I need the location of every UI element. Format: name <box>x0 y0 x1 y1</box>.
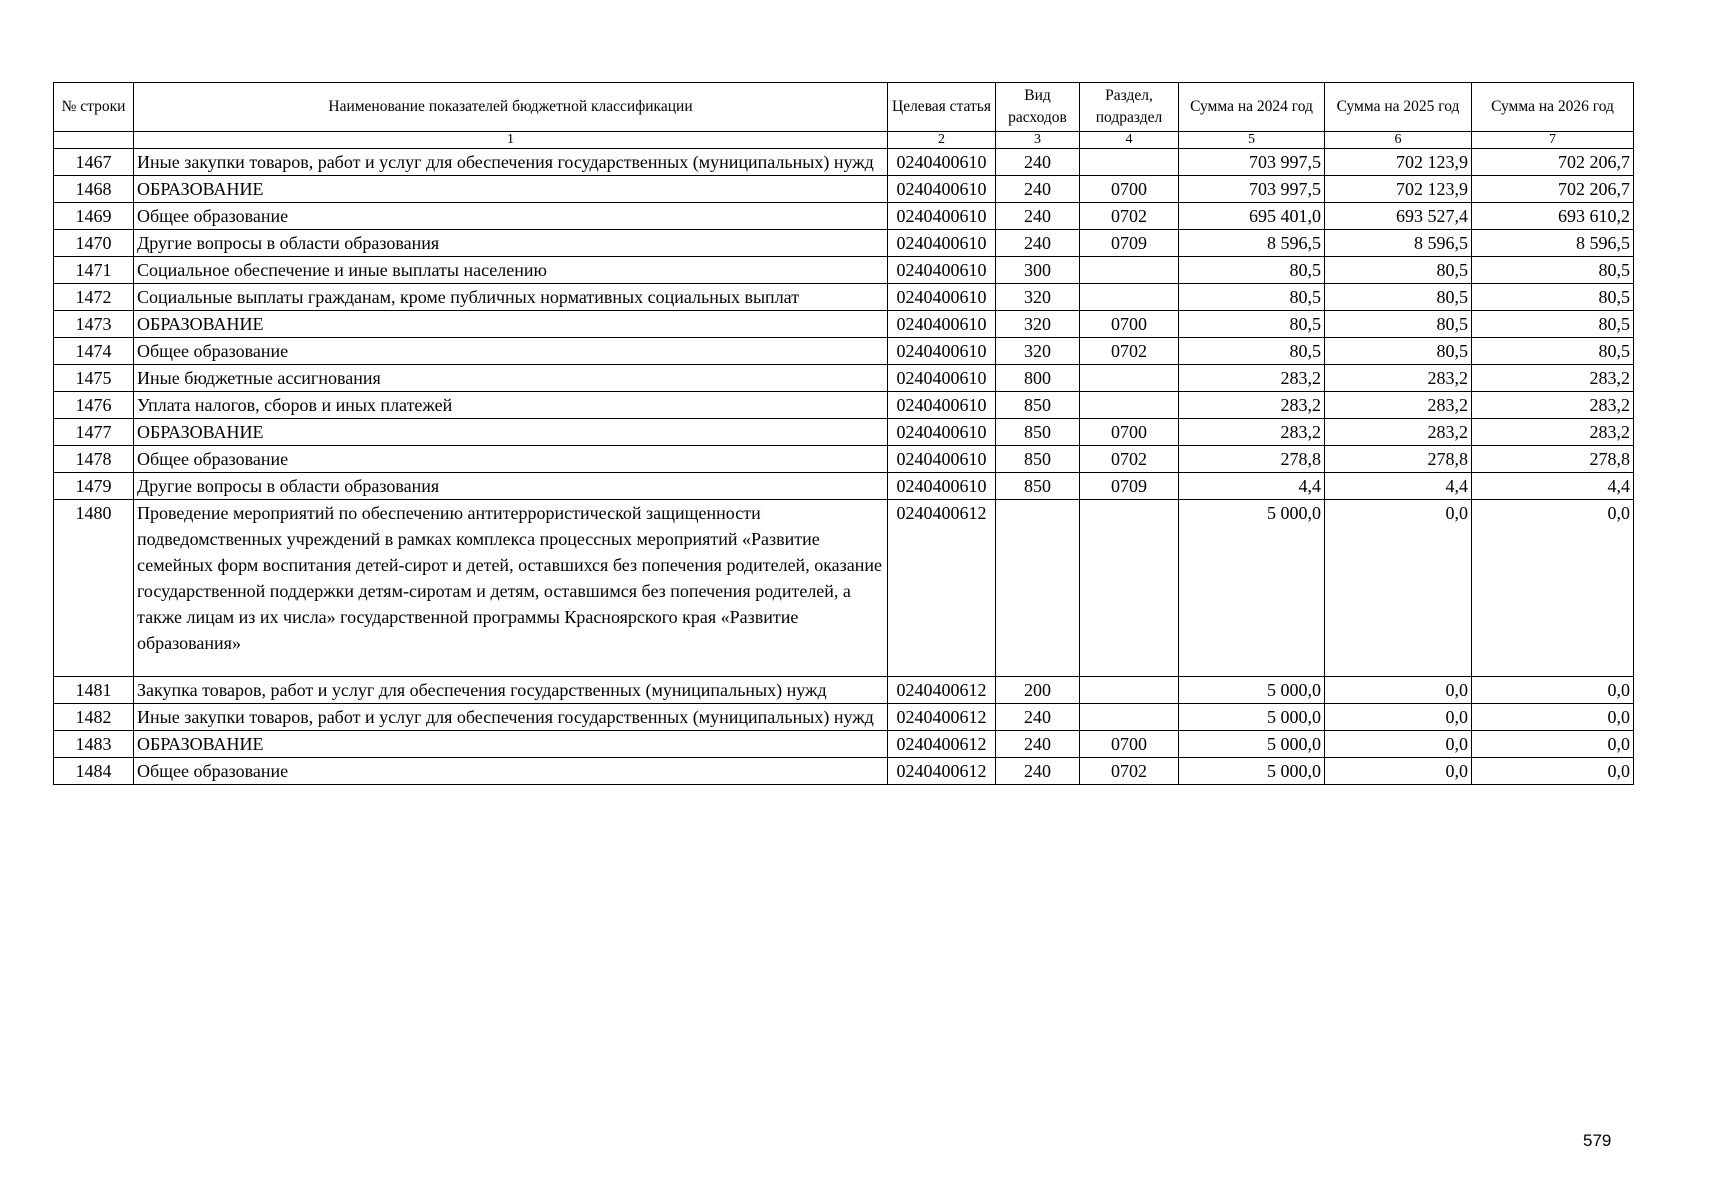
indicator-name-cell: Иные закупки товаров, работ и услуг для обеспечения государственных (муниципальных) нужд <box>134 149 888 176</box>
row-number-cell: 1481 <box>54 677 134 704</box>
section-cell <box>1080 704 1179 731</box>
column-number: 6 <box>1325 132 1472 149</box>
sum-2025-cell: 80,5 <box>1325 257 1472 284</box>
sum-2025-cell: 4,4 <box>1325 473 1472 500</box>
sum-2026-cell: 283,2 <box>1472 392 1634 419</box>
sum-2024-cell: 283,2 <box>1179 419 1325 446</box>
row-number-cell: 1478 <box>54 446 134 473</box>
sum-2025-cell: 702 123,9 <box>1325 149 1472 176</box>
table-row <box>54 230 1634 257</box>
indicator-name-cell: Другие вопросы в области образования <box>134 230 888 257</box>
header-expense-type: Вид расходов <box>996 83 1080 132</box>
section-cell: 0709 <box>1080 230 1179 257</box>
sum-2025-cell: 0,0 <box>1325 677 1472 704</box>
expense-type-cell: 240 <box>996 731 1080 758</box>
sum-2024-cell: 80,5 <box>1179 257 1325 284</box>
section-cell: 0702 <box>1080 758 1179 785</box>
sum-2024-cell: 703 997,5 <box>1179 176 1325 203</box>
indicator-name-cell: ОБРАЗОВАНИЕ <box>134 176 888 203</box>
table-row <box>54 704 1634 731</box>
sum-2024-cell: 283,2 <box>1179 365 1325 392</box>
column-number: 2 <box>888 132 996 149</box>
table-row <box>54 257 1634 284</box>
table-body <box>54 149 1634 785</box>
sum-2024-cell: 80,5 <box>1179 338 1325 365</box>
table-row <box>54 758 1634 785</box>
sum-2024-cell: 703 997,5 <box>1179 149 1325 176</box>
budget-table <box>53 82 1634 785</box>
target-article-cell: 0240400610 <box>888 338 996 365</box>
expense-type-cell: 240 <box>996 704 1080 731</box>
sum-2025-cell: 283,2 <box>1325 392 1472 419</box>
sum-2025-cell: 693 527,4 <box>1325 203 1472 230</box>
table-row <box>54 176 1634 203</box>
target-article-cell: 0240400612 <box>888 704 996 731</box>
sum-2026-cell: 693 610,2 <box>1472 203 1634 230</box>
section-cell: 0702 <box>1080 203 1179 230</box>
table-row <box>54 392 1634 419</box>
indicator-name-cell: Общее образование <box>134 338 888 365</box>
table-row <box>54 500 1634 677</box>
indicator-name-cell: ОБРАЗОВАНИЕ <box>134 419 888 446</box>
section-cell: 0702 <box>1080 338 1179 365</box>
header-target-article: Целевая статья <box>888 83 996 132</box>
sum-2025-cell: 283,2 <box>1325 365 1472 392</box>
section-cell: 0709 <box>1080 473 1179 500</box>
expense-type-cell: 320 <box>996 338 1080 365</box>
indicator-name-cell: Иные закупки товаров, работ и услуг для обеспечения государственных (муниципальных) нужд <box>134 704 888 731</box>
indicator-name-cell: Общее образование <box>134 446 888 473</box>
sum-2026-cell: 702 206,7 <box>1472 176 1634 203</box>
sum-2025-cell: 0,0 <box>1325 731 1472 758</box>
row-number-cell: 1467 <box>54 149 134 176</box>
expense-type-cell: 850 <box>996 446 1080 473</box>
expense-type-cell: 320 <box>996 311 1080 338</box>
section-cell <box>1080 677 1179 704</box>
sum-2024-cell: 4,4 <box>1179 473 1325 500</box>
expense-type-cell: 240 <box>996 758 1080 785</box>
indicator-name-cell: ОБРАЗОВАНИЕ <box>134 311 888 338</box>
indicator-name-cell: Иные бюджетные ассигнования <box>134 365 888 392</box>
expense-type-cell <box>996 500 1080 677</box>
table-row <box>54 338 1634 365</box>
expense-type-cell: 240 <box>996 149 1080 176</box>
expense-type-cell: 240 <box>996 203 1080 230</box>
table-row <box>54 419 1634 446</box>
header-sum-2026: Сумма на 2026 год <box>1472 83 1634 132</box>
sum-2024-cell: 695 401,0 <box>1179 203 1325 230</box>
sum-2026-cell: 80,5 <box>1472 338 1634 365</box>
column-number: 4 <box>1080 132 1179 149</box>
sum-2024-cell: 5 000,0 <box>1179 758 1325 785</box>
section-cell <box>1080 392 1179 419</box>
column-number: 7 <box>1472 132 1634 149</box>
sum-2026-cell: 0,0 <box>1472 500 1634 677</box>
indicator-name-cell: Проведение мероприятий по обеспечению антитеррористической защищенности подведомственных учреждений в рамках комплекса процессных мероприятий «Развитие семейных форм воспитания детей-сирот и детей, оставшихся без попечения родителей, оказание государственной поддержки детям-сиротам и детям, оставшимся без попечения родителей, а также лицам из их числа» государственной программы Красноярского края «Развитие образования» <box>134 500 888 677</box>
header-row-no: № строки <box>54 83 134 132</box>
sum-2024-cell: 5 000,0 <box>1179 500 1325 677</box>
column-number: 3 <box>996 132 1080 149</box>
page-number: 579 <box>1583 1131 1612 1150</box>
target-article-cell: 0240400612 <box>888 500 996 677</box>
table-row <box>54 149 1634 176</box>
section-cell <box>1080 284 1179 311</box>
table-row <box>54 446 1634 473</box>
row-number-cell: 1472 <box>54 284 134 311</box>
expense-type-cell: 300 <box>996 257 1080 284</box>
expense-type-cell: 850 <box>996 473 1080 500</box>
row-number-cell: 1480 <box>54 500 134 677</box>
indicator-name-cell: Социальные выплаты гражданам, кроме публичных нормативных социальных выплат <box>134 284 888 311</box>
indicator-name-cell: Социальное обеспечение и иные выплаты населению <box>134 257 888 284</box>
table-row <box>54 473 1634 500</box>
target-article-cell: 0240400610 <box>888 392 996 419</box>
sum-2025-cell: 80,5 <box>1325 338 1472 365</box>
target-article-cell: 0240400612 <box>888 731 996 758</box>
expense-type-cell: 850 <box>996 392 1080 419</box>
sum-2026-cell: 0,0 <box>1472 704 1634 731</box>
section-cell: 0700 <box>1080 731 1179 758</box>
row-number-cell: 1475 <box>54 365 134 392</box>
row-number-cell: 1483 <box>54 731 134 758</box>
sum-2025-cell: 278,8 <box>1325 446 1472 473</box>
indicator-name-cell: Общее образование <box>134 758 888 785</box>
section-cell <box>1080 257 1179 284</box>
header-section: Раздел, подраздел <box>1080 83 1179 132</box>
sum-2024-cell: 5 000,0 <box>1179 731 1325 758</box>
target-article-cell: 0240400610 <box>888 365 996 392</box>
table-row <box>54 203 1634 230</box>
row-number-cell: 1474 <box>54 338 134 365</box>
sum-2025-cell: 0,0 <box>1325 758 1472 785</box>
indicator-name-cell: ОБРАЗОВАНИЕ <box>134 731 888 758</box>
row-number-cell: 1476 <box>54 392 134 419</box>
header-name: Наименование показателей бюджетной классификации <box>134 83 888 132</box>
section-cell <box>1080 365 1179 392</box>
column-number: 1 <box>134 132 888 149</box>
table-row <box>54 311 1634 338</box>
row-number-cell: 1471 <box>54 257 134 284</box>
target-article-cell: 0240400610 <box>888 149 996 176</box>
table-row <box>54 731 1634 758</box>
sum-2026-cell: 278,8 <box>1472 446 1634 473</box>
indicator-name-cell: Другие вопросы в области образования <box>134 473 888 500</box>
row-number-cell: 1479 <box>54 473 134 500</box>
target-article-cell: 0240400610 <box>888 311 996 338</box>
row-number-cell: 1477 <box>54 419 134 446</box>
header-row <box>54 83 1634 132</box>
sum-2025-cell: 8 596,5 <box>1325 230 1472 257</box>
target-article-cell: 0240400610 <box>888 257 996 284</box>
row-number-cell: 1470 <box>54 230 134 257</box>
indicator-name-cell: Закупка товаров, работ и услуг для обеспечения государственных (муниципальных) нужд <box>134 677 888 704</box>
sum-2026-cell: 80,5 <box>1472 311 1634 338</box>
sum-2024-cell: 8 596,5 <box>1179 230 1325 257</box>
expense-type-cell: 240 <box>996 176 1080 203</box>
table-row <box>54 365 1634 392</box>
row-number-cell: 1473 <box>54 311 134 338</box>
indicator-name-cell: Общее образование <box>134 203 888 230</box>
sum-2026-cell: 702 206,7 <box>1472 149 1634 176</box>
row-number-cell: 1469 <box>54 203 134 230</box>
sum-2026-cell: 283,2 <box>1472 365 1634 392</box>
header-sum-2025: Сумма на 2025 год <box>1325 83 1472 132</box>
sum-2025-cell: 80,5 <box>1325 311 1472 338</box>
indicator-name-cell: Уплата налогов, сборов и иных платежей <box>134 392 888 419</box>
expense-type-cell: 240 <box>996 230 1080 257</box>
sum-2024-cell: 5 000,0 <box>1179 677 1325 704</box>
row-number-cell: 1482 <box>54 704 134 731</box>
sum-2024-cell: 283,2 <box>1179 392 1325 419</box>
target-article-cell: 0240400610 <box>888 176 996 203</box>
target-article-cell: 0240400610 <box>888 446 996 473</box>
section-cell: 0700 <box>1080 176 1179 203</box>
expense-type-cell: 320 <box>996 284 1080 311</box>
sum-2026-cell: 80,5 <box>1472 257 1634 284</box>
sum-2025-cell: 283,2 <box>1325 419 1472 446</box>
sum-2025-cell: 0,0 <box>1325 704 1472 731</box>
sum-2026-cell: 80,5 <box>1472 284 1634 311</box>
section-cell: 0700 <box>1080 419 1179 446</box>
target-article-cell: 0240400610 <box>888 284 996 311</box>
section-cell: 0700 <box>1080 311 1179 338</box>
target-article-cell: 0240400610 <box>888 419 996 446</box>
section-cell: 0702 <box>1080 446 1179 473</box>
target-article-cell: 0240400610 <box>888 230 996 257</box>
sum-2024-cell: 5 000,0 <box>1179 704 1325 731</box>
sum-2026-cell: 0,0 <box>1472 758 1634 785</box>
sum-2025-cell: 0,0 <box>1325 500 1472 677</box>
sum-2024-cell: 80,5 <box>1179 311 1325 338</box>
sum-2026-cell: 8 596,5 <box>1472 230 1634 257</box>
section-cell <box>1080 500 1179 677</box>
sum-2026-cell: 283,2 <box>1472 419 1634 446</box>
row-number-cell: 1484 <box>54 758 134 785</box>
sum-2026-cell: 0,0 <box>1472 731 1634 758</box>
column-number <box>54 132 134 149</box>
sum-2025-cell: 80,5 <box>1325 284 1472 311</box>
sum-2024-cell: 278,8 <box>1179 446 1325 473</box>
table-row <box>54 284 1634 311</box>
sum-2024-cell: 80,5 <box>1179 284 1325 311</box>
sum-2026-cell: 4,4 <box>1472 473 1634 500</box>
target-article-cell: 0240400612 <box>888 677 996 704</box>
sum-2025-cell: 702 123,9 <box>1325 176 1472 203</box>
table-row <box>54 677 1634 704</box>
section-cell <box>1080 149 1179 176</box>
target-article-cell: 0240400610 <box>888 473 996 500</box>
target-article-cell: 0240400612 <box>888 758 996 785</box>
expense-type-cell: 800 <box>996 365 1080 392</box>
expense-type-cell: 200 <box>996 677 1080 704</box>
sum-2026-cell: 0,0 <box>1472 677 1634 704</box>
expense-type-cell: 850 <box>996 419 1080 446</box>
column-number-row <box>54 132 1634 149</box>
target-article-cell: 0240400610 <box>888 203 996 230</box>
column-number: 5 <box>1179 132 1325 149</box>
row-number-cell: 1468 <box>54 176 134 203</box>
header-sum-2024: Сумма на 2024 год <box>1179 83 1325 132</box>
